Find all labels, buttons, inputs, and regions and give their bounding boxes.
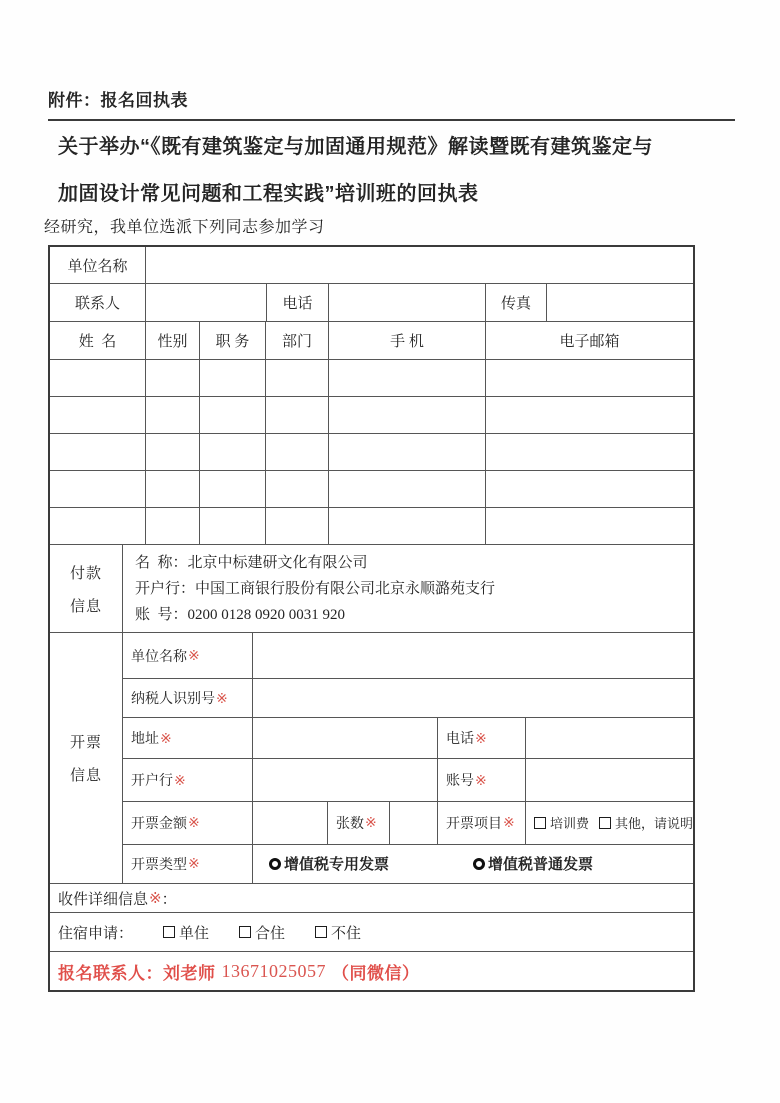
option-label: 增值税专用发票 [284, 856, 390, 874]
type-option-special [269, 853, 389, 874]
option-label: 培训费 [550, 816, 590, 832]
payment-details [122, 545, 693, 632]
fax-label: 传真 [485, 284, 546, 321]
option-label: 增值税普通发票 [488, 856, 594, 874]
checkbox-icon [239, 926, 251, 938]
col-header-name: 姓 名 [78, 334, 117, 350]
empty-cell [265, 360, 328, 396]
label-text: 电话 [446, 730, 474, 747]
empty-cell [252, 679, 693, 717]
option-label: 合住 [255, 924, 286, 942]
project-option-other [599, 813, 693, 832]
attendee-row [50, 507, 693, 544]
checkbox-icon [534, 817, 546, 829]
required-mark: ※ [188, 647, 200, 664]
registration-contact-row [50, 951, 693, 990]
invoice-type-options [252, 845, 693, 883]
required-mark: ※ [216, 689, 228, 706]
empty-cell [389, 802, 437, 844]
empty-cell [328, 434, 485, 470]
housing-request-row [50, 912, 693, 951]
invoice-address-row [122, 717, 693, 758]
type-option-general [473, 853, 593, 874]
required-mark: ※ [365, 814, 377, 831]
empty-cell [265, 508, 328, 544]
invoice-rows [122, 633, 693, 883]
radio-icon [269, 858, 281, 870]
empty-cell [50, 434, 145, 470]
housing-option-single [163, 922, 209, 943]
required-mark: ※ [475, 729, 487, 746]
label-text: 收件详细信息 [58, 891, 149, 908]
housing-options [50, 913, 693, 951]
label-text: 开票金额 [131, 814, 187, 831]
invoice-count-label [327, 802, 389, 844]
empty-cell [328, 508, 485, 544]
contact-phone: 13671025057 [221, 960, 326, 981]
empty-cell [145, 397, 199, 433]
radio-icon [473, 858, 485, 870]
attendee-row [50, 396, 693, 433]
empty-cell [145, 360, 199, 396]
label-text: 纳税人识别号 [131, 690, 215, 707]
registration-contact [50, 952, 693, 990]
empty-cell [328, 360, 485, 396]
project-option-training [534, 813, 589, 832]
option-label: 不住 [331, 924, 362, 942]
invoice-side-label-line2: 信息 [69, 768, 102, 784]
intro-text: 经研究，我单位选派下列同志参加学习 [44, 219, 325, 236]
payee-name: 名 称：北京中标建研文化有限公司 [135, 554, 368, 571]
phone-label: 电话 [266, 284, 328, 321]
empty-cell [265, 471, 328, 507]
empty-cell [50, 508, 145, 544]
empty-cell [328, 397, 485, 433]
course-title-line2: 加固设计常见问题和工程实践”培训班的回执表 [58, 183, 479, 205]
payment-info-section [50, 544, 693, 632]
empty-cell [525, 759, 693, 800]
required-mark: ※ [174, 771, 186, 788]
payment-side-label-line2: 信息 [69, 598, 102, 615]
col-header-email: 电子邮箱 [485, 322, 693, 359]
contact-label: 联系人 [74, 296, 120, 312]
empty-cell [265, 397, 328, 433]
empty-cell [199, 434, 265, 470]
required-mark: ※ [149, 890, 162, 907]
empty-cell [328, 471, 485, 507]
colon: ： [161, 891, 177, 908]
empty-cell [145, 434, 199, 470]
option-label: 其他，请说明 [615, 816, 694, 832]
col-header-gender: 性别 [145, 322, 199, 359]
course-title [48, 124, 738, 218]
empty-cell [485, 508, 693, 544]
unit-name-value-cell [145, 247, 693, 283]
required-mark: ※ [160, 729, 172, 746]
housing-option-none [315, 922, 361, 943]
col-header-title: 职 务 [199, 322, 265, 359]
empty-cell [485, 471, 693, 507]
label-text: 单位名称 [131, 647, 187, 664]
invoice-side-label [50, 633, 122, 883]
label-text: 张数 [336, 814, 364, 831]
label-text: 开票类型 [131, 855, 187, 872]
invoice-project-options [525, 802, 693, 844]
invoice-phone-label [437, 718, 525, 758]
attendee-row [50, 470, 693, 507]
invoice-amount-label [122, 802, 252, 844]
required-mark: ※ [503, 814, 515, 831]
payee-account: 账 号：0200 0128 0920 0031 920 [135, 606, 346, 623]
invoice-address-label [122, 718, 252, 758]
required-mark: ※ [188, 814, 200, 831]
empty-cell [199, 471, 265, 507]
empty-cell [50, 471, 145, 507]
contact-name: 报名联系人：刘老师 [58, 963, 216, 983]
label-text: 地址 [131, 730, 159, 747]
label-text: 开户行 [131, 772, 173, 789]
checkbox-icon [315, 926, 327, 938]
attendee-row [50, 359, 693, 396]
attendee-header-row [50, 321, 693, 359]
invoice-unit-name-row [122, 633, 693, 678]
housing-option-shared [239, 922, 285, 943]
fax-value-cell [546, 284, 693, 321]
empty-cell [199, 508, 265, 544]
invoice-info-section [50, 632, 693, 883]
empty-cell [265, 434, 328, 470]
contact-wechat-note: （同微信） [332, 963, 420, 983]
invoice-tax-id-label [122, 679, 252, 717]
col-header-dept: 部门 [265, 322, 328, 359]
empty-cell [485, 434, 693, 470]
empty-cell [525, 718, 693, 758]
unit-name-row [50, 247, 693, 283]
invoice-type-row [122, 844, 693, 883]
shipping-info-row [50, 883, 693, 912]
phone-value-cell [328, 284, 485, 321]
invoice-project-label [437, 802, 525, 844]
invoice-bank-label [122, 759, 252, 800]
checkbox-icon [599, 817, 611, 829]
option-label: 单住 [179, 924, 210, 942]
empty-cell [145, 471, 199, 507]
empty-cell [485, 360, 693, 396]
invoice-amount-row [122, 801, 693, 844]
invoice-type-label [122, 845, 252, 883]
label-text: 开票项目 [446, 814, 502, 831]
attendee-row [50, 433, 693, 470]
empty-cell [485, 397, 693, 433]
invoice-tax-id-row [122, 678, 693, 717]
empty-cell [252, 633, 693, 678]
empty-cell [145, 508, 199, 544]
empty-cell [199, 360, 265, 396]
invoice-account-label [437, 759, 525, 800]
unit-name-label: 单位名称 [67, 258, 128, 275]
empty-cell [252, 718, 437, 758]
invoice-bank-row [122, 758, 693, 800]
invoice-unit-name-label [122, 633, 252, 678]
empty-cell [199, 397, 265, 433]
empty-cell [252, 759, 437, 800]
empty-cell [50, 397, 145, 433]
invoice-side-label-line1: 开票 [69, 735, 102, 751]
required-mark: ※ [475, 771, 487, 788]
course-title-line1: 关于举办“《既有建筑鉴定与加固通用规范》解读暨既有建筑鉴定与 [58, 136, 653, 158]
payment-side-label [50, 545, 122, 632]
payee-bank: 开户行：中国工商银行股份有限公司北京永顺潞苑支行 [135, 580, 496, 597]
housing-label: 住宿申请： [58, 925, 134, 942]
checkbox-icon [163, 926, 175, 938]
attachment-heading: 附件：报名回执表 [48, 86, 735, 121]
label-text: 账号 [446, 772, 474, 789]
contact-row [50, 283, 693, 321]
shipping-info-label [50, 884, 693, 912]
col-header-mobile: 手 机 [328, 322, 485, 359]
contact-value-cell [145, 284, 266, 321]
registration-form-table [48, 245, 695, 992]
required-mark: ※ [188, 855, 200, 872]
empty-cell [50, 360, 145, 396]
payment-side-label-line1: 付款 [69, 565, 102, 582]
empty-cell [252, 802, 327, 844]
